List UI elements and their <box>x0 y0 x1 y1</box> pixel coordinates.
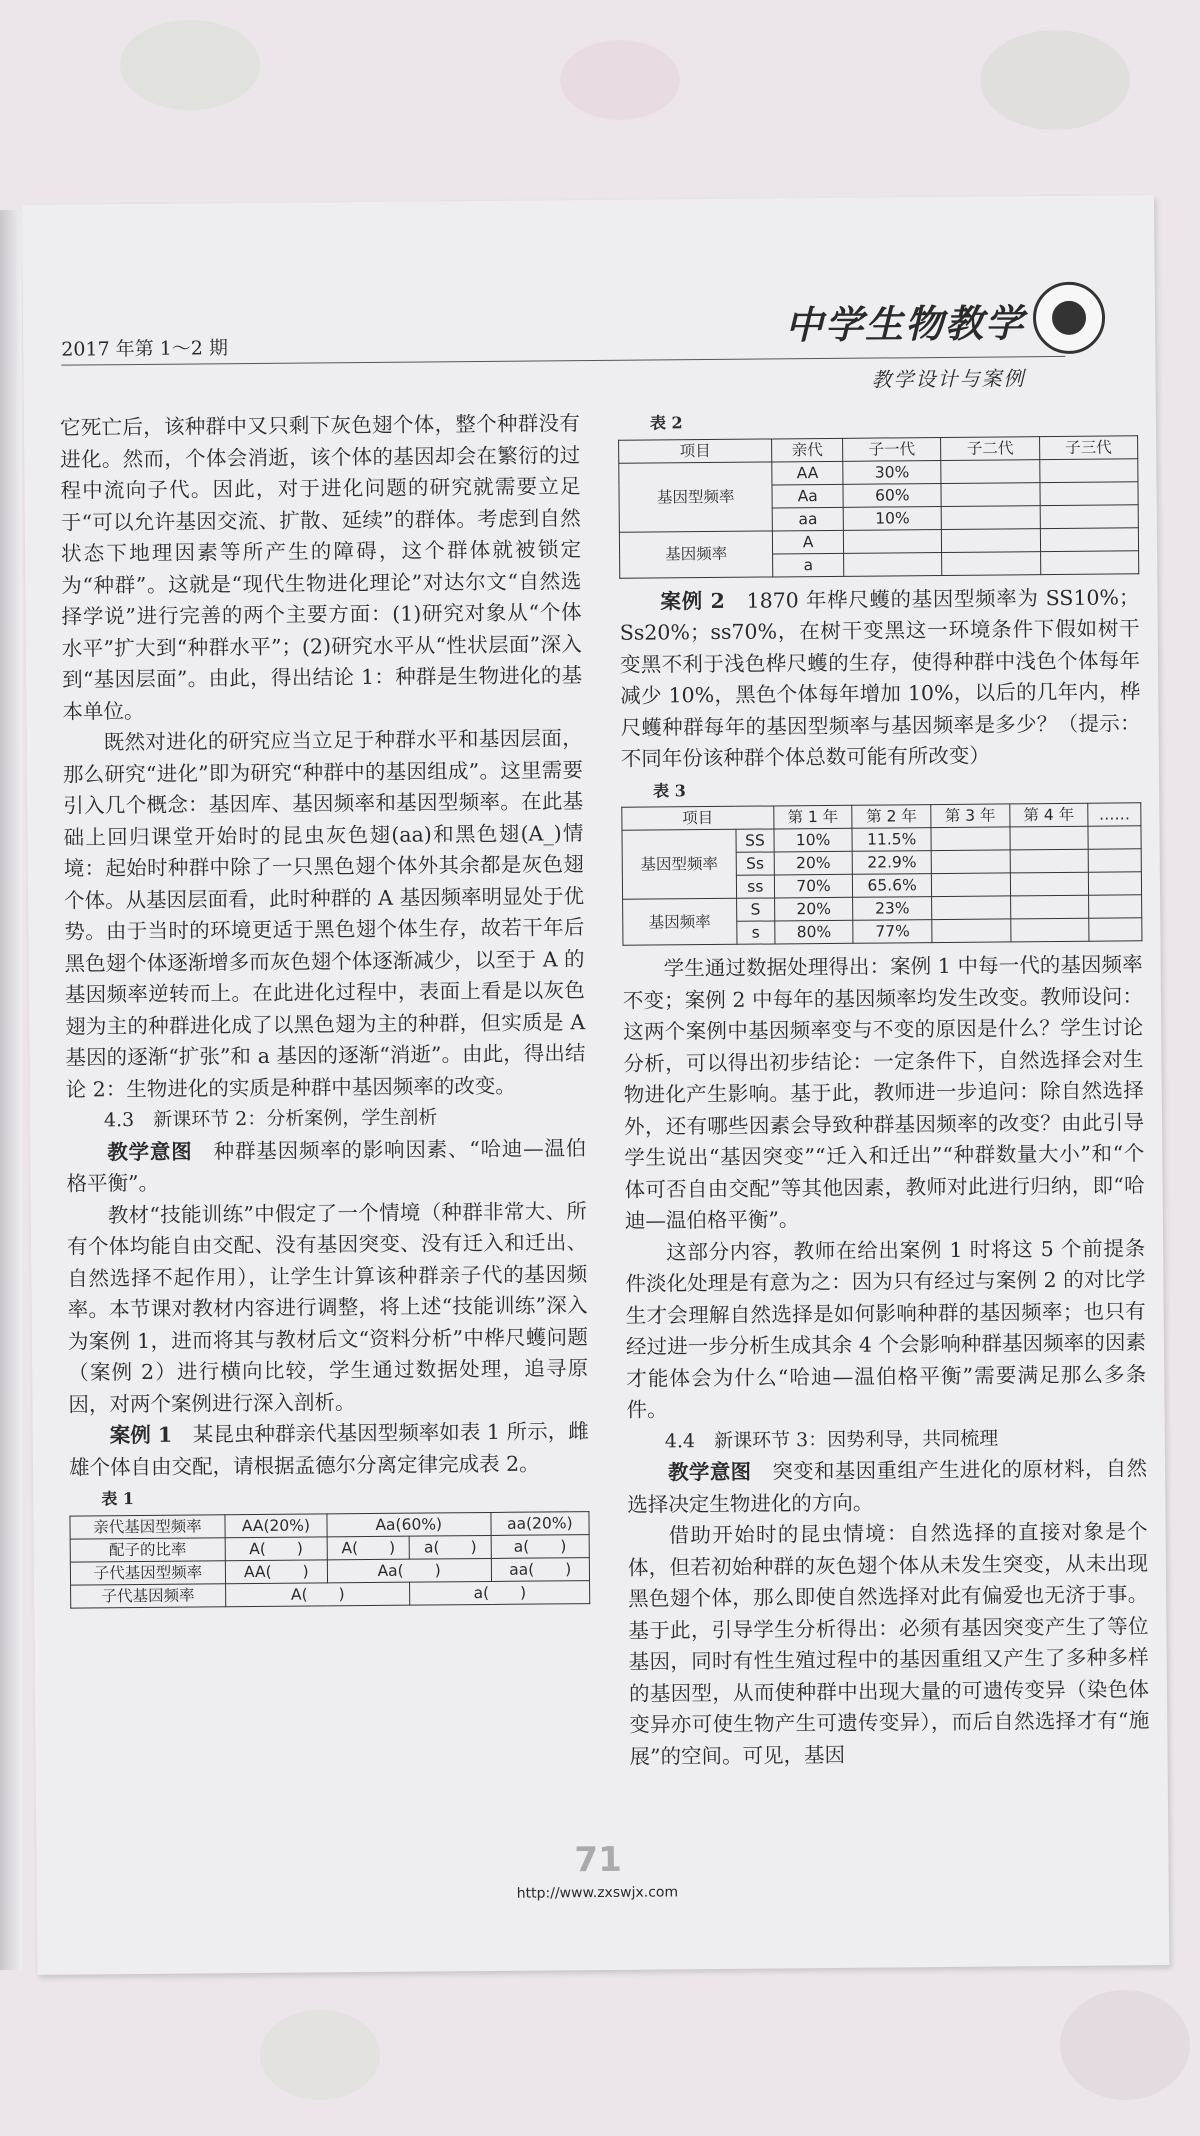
table-header-cell: 子一代 <box>843 437 941 461</box>
table-header-cell: 项目 <box>619 438 772 462</box>
case-text: 1870 年桦尺蠖的基因型频率为 SS10%；Ss20%；ss70%，在树干变黑这一环境条件下假如树干变黑不利于浅色桦尺蠖的生存，使得种群中浅色个体每年减少 10%，黑色个体每年增加 10%，以后的几年内，桦尺蠖种群每年的基因型频率与基因频率是多少？（提示：不同年份该种群个体总数可能有所改变） <box>619 584 1141 771</box>
table-cell: a( ) <box>491 1534 590 1558</box>
table-cell: a( ) <box>410 1535 491 1559</box>
table-cell <box>1010 826 1089 850</box>
table-cell <box>1040 527 1139 551</box>
table-cell <box>1088 826 1141 849</box>
table-cell: a( ) <box>410 1580 590 1605</box>
table-cell <box>942 505 1040 529</box>
table-header-cell: 第 2 年 <box>852 805 931 829</box>
table-cell: 10% <box>774 828 853 852</box>
table-cell <box>1088 849 1141 872</box>
table-header-cell: 子二代 <box>941 436 1039 460</box>
table-cell: Aa <box>772 484 843 508</box>
case-1 <box>69 1416 590 1484</box>
table-cell: 基因型频率 <box>622 829 737 899</box>
table-cell <box>1089 918 1142 941</box>
left-column <box>60 408 590 1616</box>
table-cell: aa(20%) <box>491 1511 590 1535</box>
table-cell: A( ) <box>226 1582 411 1607</box>
section-label: 教学设计与案例 <box>871 366 1026 392</box>
table-cell: 11.5% <box>852 828 931 852</box>
journal-header <box>745 282 1106 395</box>
issue-label: 2017 年第 1～2 期 <box>61 337 229 361</box>
table-cell: 77% <box>853 920 932 944</box>
table-cell <box>1040 550 1139 574</box>
table-cell <box>932 919 1011 943</box>
table-cell: 60% <box>843 483 941 507</box>
table-cell: 基因型频率 <box>619 461 773 531</box>
table-cell: 10% <box>843 506 941 530</box>
footer-url: http://www.zxswjx.com <box>516 1884 679 1902</box>
journal-logo-icon <box>1033 282 1106 355</box>
intent-label: 教学意图 <box>667 1459 752 1485</box>
case-label: 案例 1 <box>109 1422 173 1448</box>
right-column <box>618 403 1150 1772</box>
table-cell: 22.9% <box>853 851 932 875</box>
table-cell: SS <box>736 829 774 852</box>
intent-text: 种群基因频率的影响因素、“哈迪—温伯格平衡”。 <box>66 1135 587 1196</box>
paragraph: 借助开始时的昆虫情境：自然选择的直接对象是个体，但若初始种群的灰色翅个体从未发生突变，从未出现黑色翅个体，那么即使自然选择对此有偏爱也无济于事。基于此，引导学生分析得出：必须有基因突变产生了等位基因，同时有性生殖过程中的基因重组又产生了多种多样的基因型，从而使种群中出现大量的可遗传变异（染色体变异亦可使生物产生可遗传变异），而后自然选择才有“施展”的空间。可见，基因 <box>627 1519 1150 1769</box>
background-flower <box>560 40 680 120</box>
table-cell: ss <box>736 875 774 898</box>
table-cell <box>942 551 1040 575</box>
table-cell: Aa(60%) <box>327 1512 491 1536</box>
table-header-cell: 第 3 年 <box>931 804 1010 828</box>
paragraph: 它死亡后，该种群中又只剩下灰色翅个体，整个种群没有进化。然而，个体会消逝，该个体的基因却会在繁衍的过程中流向子代。因此，对于进化问题的研究就需要立足于“可以允许基因交流、扩散、延续”的群体。考虑到自然状态下地理因素等所产生的障碍，这个群体就被锁定为“种群”。这就是“现代生物进化理论”对达尔文“自然选择学说”进行完善的两个主要方面：(1)研究对象从“个体水平”扩大到“种群水平”；(2)研究水平从“性状层面”深入到“基因层面”。由此，得出结论 1：种群是生物进化的基本单位。 <box>59 411 583 724</box>
background-flower <box>980 30 1130 130</box>
table-cell <box>941 482 1039 506</box>
table-cell: A( ) <box>225 1536 327 1560</box>
table-cell <box>931 873 1010 897</box>
table-cell <box>1010 918 1089 942</box>
table-cell: 亲代基因型频率 <box>70 1514 225 1538</box>
table-cell <box>1010 849 1089 873</box>
table-header-cell: 第 1 年 <box>773 805 852 829</box>
table-cell: A <box>773 530 844 554</box>
table-cell: 80% <box>774 920 853 944</box>
table-cell: A( ) <box>327 1536 410 1560</box>
paragraph: 教材“技能训练”中假定了一个情境（种群非常大、所有个体均能自由交配、没有基因突变、没有迁入和迁出、自然选择不起作用），让学生计算该种群亲子代的基因频率。本节课对教材内容进行调整，将上述“技能训练”深入为案例 1，进而将其与教材后文“资料分析”中桦尺蠖问题（案例 2）进行横向比较，学生通过数据处理，追寻原因，对两个案例进行深入剖析。 <box>66 1198 589 1417</box>
table-cell <box>931 850 1010 874</box>
table-cell: Ss <box>736 852 774 875</box>
table-cell: 基因频率 <box>623 898 737 945</box>
paragraph: 既然对进化的研究应当立足于种群水平和基因层面，那么研究“进化”即为研究“种群中的基因组成”。这里需要引入几个概念：基因库、基因频率和基因型频率。在此基础上回归课堂开始时的昆虫灰色翅(aa)和黑色翅(A_)情境：起始时种群中除了一只黑色翅个体外其余都是灰色翅个体。从基因层面看，此时种群的 A 基因频率明显处于优势。由于当时的环境更适于黑色翅个体生存，故若干年后黑色翅个体逐渐增多而灰色翅个体逐渐减少，以至于 A 的基因频率逆转而上。在此进化过程中，表面上看是以灰色翅为主的种群进化成了以黑色翅为主的种群，但实质是 A 基因的逐渐“扩张”和 a 基因的逐渐“消逝”。由此，得出结论 2：生物进化的实质是种群中基因频率的改变。 <box>62 726 586 1102</box>
table-cell <box>1040 481 1139 505</box>
section-heading: 4.4 新课环节 3：因势利导，共同梳理 <box>664 1427 999 1452</box>
table-header-cell: 亲代 <box>772 438 843 462</box>
table-cell: a <box>773 553 844 577</box>
table-cell <box>844 552 942 576</box>
table-1-label: 表 1 <box>101 1489 135 1509</box>
table-cell: S <box>737 898 775 921</box>
table-cell: 30% <box>843 460 941 484</box>
paragraph: 这部分内容，教师在给出案例 1 时将这 5 个前提条件淡化处理是有意为之：因为只有经过与案例 2 的对比学生才会理解自然选择是如何影响种群的基因频率；也只有经过进一步分析生成其余 4 个会影响种群基因频率的因素才能体会为什么“哈迪—温伯格平衡”需要满足那么多条件。 <box>625 1235 1147 1422</box>
table-cell: AA(20%) <box>225 1513 327 1537</box>
table-cell <box>1040 504 1139 528</box>
table-3-label: 表 3 <box>653 780 686 801</box>
background-flower <box>260 2010 380 2100</box>
table-cell: 23% <box>853 897 932 921</box>
book-spine <box>0 210 22 1970</box>
table-cell <box>1089 895 1142 918</box>
table-cell: AA( ) <box>225 1559 327 1583</box>
case-label: 案例 2 <box>660 588 725 613</box>
table-cell: 20% <box>774 897 853 921</box>
table-cell: Aa( ) <box>327 1558 491 1582</box>
table-cell <box>843 529 941 553</box>
table-cell: s <box>737 921 775 944</box>
table-2-label: 表 2 <box>649 413 683 433</box>
table-3 <box>621 802 1142 946</box>
teaching-intent <box>66 1133 587 1201</box>
table-header-cell: 项目 <box>622 806 774 830</box>
table-cell <box>1010 872 1089 896</box>
page-number: 71 <box>574 1839 622 1881</box>
teaching-intent <box>627 1453 1148 1521</box>
journal-title: 中学生物教学 <box>784 300 1026 348</box>
table-header-cell: …… <box>1088 803 1141 826</box>
table-cell: aa <box>772 507 843 531</box>
table-2 <box>618 435 1139 579</box>
table-cell: 子代基因型频率 <box>70 1560 225 1584</box>
section-heading: 4.3 新课环节 2：分析案例，学生剖析 <box>103 1106 438 1132</box>
table-cell <box>942 528 1040 552</box>
case-text: 某昆虫种群亲代基因型频率如表 1 所示，雌雄个体自由交配，请根据孟德尔分离定律完成表 2。 <box>68 1419 589 1480</box>
intent-label: 教学意图 <box>107 1139 193 1164</box>
table-cell <box>1010 895 1089 919</box>
case-2 <box>619 582 1141 776</box>
table-cell <box>931 827 1010 851</box>
table-cell: 基因频率 <box>619 530 773 577</box>
table-header-cell: 子三代 <box>1039 435 1138 459</box>
table-cell: 20% <box>774 851 853 875</box>
table-cell: aa( ) <box>491 1557 590 1581</box>
table-cell: 配子的比率 <box>70 1537 225 1561</box>
table-row <box>71 1580 590 1608</box>
background-flower <box>1060 1990 1190 2100</box>
table-cell: AA <box>772 461 843 485</box>
table-cell: 子代基因频率 <box>71 1583 226 1607</box>
table-cell <box>1089 872 1142 895</box>
table-header-cell: 第 4 年 <box>1009 803 1088 827</box>
table-cell <box>932 896 1011 920</box>
table-1 <box>69 1511 590 1609</box>
table-cell <box>941 459 1039 483</box>
table-cell: 65.6% <box>853 874 932 898</box>
table-cell <box>1039 458 1138 482</box>
table-cell: 70% <box>774 874 853 898</box>
background-flower <box>120 20 260 110</box>
paragraph: 学生通过数据处理得出：案例 1 中每一代的基因频率不变；案例 2 中每年的基因频率均发生改变。教师设问：这两个案例中基因频率变与不变的原因是什么？学生讨论分析，可以得出初步结论：一定条件下，自然选择会对生物进化产生影响。基于此，教师进一步追问：除自然选择外，还有哪些因素会导致种群基因频率的改变？由此引导学生说出“基因突变”“迁入和迁出”“种群数量大小”和“个体可否自由交配”等其他因素，教师对此进行归纳，即“哈迪—温伯格平衡”。 <box>622 952 1145 1233</box>
journal-page <box>22 195 1169 1975</box>
intent-text: 突变和基因重组产生进化的原材料，自然选择决定生物进化的方向。 <box>627 1456 1148 1517</box>
